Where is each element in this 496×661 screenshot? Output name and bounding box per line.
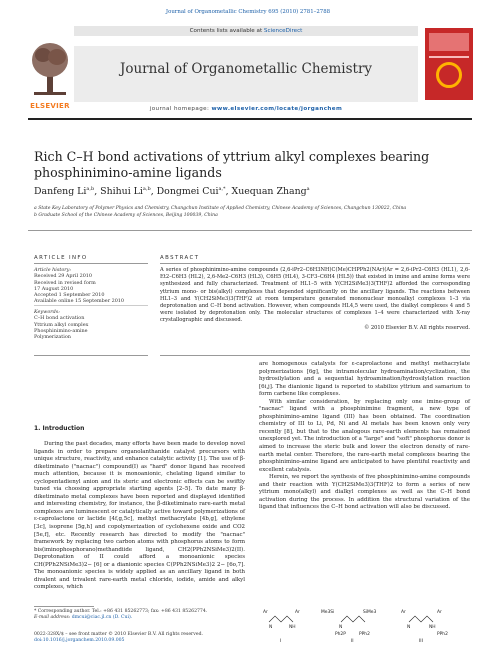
scheme-group: N bbox=[407, 625, 411, 630]
author-sup: a,* bbox=[218, 186, 226, 192]
left-column bbox=[34, 441, 245, 592]
abstract-bottom-rule bbox=[160, 355, 470, 356]
keyword: Phosphinimino-amine bbox=[34, 327, 88, 334]
abstract-body bbox=[160, 267, 470, 332]
cover-title-block bbox=[429, 33, 469, 51]
journal-title: Journal of Organometallic Chemistry bbox=[74, 46, 418, 102]
ligand-structures-scheme bbox=[259, 604, 469, 644]
right-column bbox=[259, 361, 470, 512]
history-line: Available online 15 September 2010 bbox=[34, 298, 125, 305]
abstract-text: A series of phosphinimino-amine compounds (2,6-iPr2–C6H3NH)C(Me)CHPPh2(NAr)(Ar = 2,6-iPr2–C6H3 (HL1), 2,6-Et2–C6H3 (HL2), 2,6-Me2–C6H3 (HL3), C6H5 (HL4), 3-CF3–C6H4 (HL5)) that existed in imine and amine forms were synthesized and fully characterized. Treatment of HL1–5 with Y(CH2SiMe3)3(THF)2 afforded the corresponding yttrium mono- or bis(alkyl) complexes that depended significantly on the ancillary ligands. The reactions between HL1–3 and Y(CH2SiMe3)3(THF)2 at room temperature generated mononuclear monoalkyl complexes 1–3 via deprotonation and C–H bond activation. However, when compounds HL4,5 were used, the dialkyl complexes 4 and 5 were isolated by deprotonation only. The molecular structures of complexes 1–4 were characterized with X-ray crystallographic and discussed. bbox=[160, 267, 470, 324]
sciencedirect-link[interactable]: ScienceDirect bbox=[263, 28, 303, 34]
article-history bbox=[34, 267, 152, 305]
homepage-label: journal homepage: bbox=[149, 106, 210, 112]
cover-graphic bbox=[436, 62, 462, 88]
body-paragraph: are homogenous catalysts for ε-caprolactone and methyl methacrylate polymerizations [6g], the intramolecular hydroamination/cyclization, the hydrosilylation and a sequential hydroamination/hydrosilylation reaction [6i,j]. The dianionic ligand is reported to stabilize yttrium and samarium to form carbene like complexes. bbox=[259, 361, 470, 398]
author-sup: a,b bbox=[86, 186, 95, 192]
elsevier-tree-logo bbox=[28, 38, 72, 100]
history-line: 17 August 2010 bbox=[34, 285, 74, 292]
history-line: Received in revised form bbox=[34, 279, 96, 286]
scheme-group: Me3Si bbox=[321, 610, 335, 615]
author-list: Danfeng Li$^{a,b}$, Shihui Li$^{a,b}$, Dongmei Cui$^{a,*}$, Xuequan Zhang$^a$ bbox=[34, 186, 310, 198]
scheme-group: Ar bbox=[401, 610, 406, 615]
scheme-group: PPh2 bbox=[437, 632, 448, 637]
scheme-group: N bbox=[269, 625, 273, 630]
scheme-label: I bbox=[280, 639, 282, 644]
cover-divider bbox=[429, 56, 469, 58]
author-name: Xuequan Zhang bbox=[231, 186, 307, 198]
author-name: Dongmei Cui bbox=[156, 186, 219, 198]
info-bottom-rule bbox=[34, 355, 148, 356]
info-rule bbox=[34, 263, 148, 264]
author-name: Danfeng Li bbox=[34, 186, 87, 198]
keyword: C–H bond activation bbox=[34, 315, 85, 322]
keyword: Yttrium alkyl complex bbox=[34, 321, 89, 328]
doi-line bbox=[34, 638, 254, 644]
abstract-rule bbox=[160, 263, 470, 264]
corresponding-author-note: * Corresponding author. Tel.: +86 431 85262773; fax: +86 431 85262774. bbox=[34, 609, 208, 614]
keywords bbox=[34, 309, 152, 340]
article-info-heading: ARTICLE INFO bbox=[34, 255, 88, 261]
affiliation-a: a State Key Laboratory of Polymer Physics and Chemistry, Changchun Institute of Applied Chemistry, Chinese Academy of Sciences, Changchun 130022, China bbox=[34, 206, 407, 211]
footnote-rule bbox=[34, 606, 94, 607]
journal-homepage bbox=[74, 102, 418, 116]
issn-line: 0022-328X/$ – see front matter © 2010 Elsevier B.V. All rights reserved. bbox=[34, 632, 203, 637]
body-paragraph: With similar consideration, by replacing only one imine-group of "nacnac" ligand with a phosphinimine fragment, a new type of phosphinimino-amine ligand (III) has been obtained. The coordination chemistry of III to Li, Pd, Ni and Al metals has been known only very recently [8], but that to the analogous rare-earth elements has remained unexplored yet. The introduction of a "large" and "soft" phosphorus donor is aimed to increase the steric bulk and lower the electron density of rare-earth metal center. Therefore, the rare-earth metal complexes bearing the phosphinimino-amine ligand are anticipated to have plentiful reactivity and excellent catalysis. bbox=[259, 398, 470, 473]
abstract-heading: ABSTRACT bbox=[160, 255, 200, 261]
scheme-group: NH bbox=[289, 625, 296, 630]
scheme-group: SiMe3 bbox=[363, 610, 377, 615]
affil-rule bbox=[28, 230, 472, 231]
contents-text: Contents lists available at bbox=[189, 28, 263, 34]
history-line: Accepted 1 September 2010 bbox=[34, 292, 105, 299]
body-paragraph: Herein, we report the synthesis of five phosphinimino-amine compounds and their reaction with Y(CH2SiMe3)3(THF)2 to form a series of new yttrium mono(alkyl) and dialkyl complexes as well as the C–H bond activation during the process. In addition the structural variation of the ligand that influences the C–H bond activation will also be discussed. bbox=[259, 474, 470, 511]
scheme-group: PPh2 bbox=[359, 632, 370, 637]
copyright: © 2010 Elsevier B.V. All rights reserved. bbox=[364, 324, 470, 331]
scheme-group: Ar bbox=[295, 610, 300, 615]
history-line: Received 29 April 2010 bbox=[34, 273, 93, 280]
publisher-name: ELSEVIER bbox=[30, 102, 70, 110]
scheme-group: Ar bbox=[437, 610, 442, 615]
scheme-label: II bbox=[351, 639, 354, 644]
scheme-group: Ar bbox=[263, 610, 268, 615]
keyword: Polymerization bbox=[34, 334, 71, 341]
header-rule bbox=[28, 118, 472, 120]
doi-link[interactable]: doi:10.1016/j.jorganchem.2010.09.005 bbox=[34, 638, 125, 643]
keywords-rule bbox=[34, 305, 148, 306]
affiliations bbox=[34, 205, 474, 219]
scheme-group: NH bbox=[429, 625, 436, 630]
scheme-label: III bbox=[419, 639, 423, 644]
email-label: E-mail address: bbox=[34, 615, 71, 620]
email-link[interactable]: dmcui@ciac.jl.cn (D. Cui). bbox=[71, 615, 133, 620]
article-title: Rich C–H bond activations of yttrium alkyl complexes bearing phosphinimino-amine ligands bbox=[34, 149, 430, 180]
scheme-group: N bbox=[339, 625, 343, 630]
contents-band bbox=[74, 26, 418, 36]
intro-paragraph: During the past decades, many efforts have been made to develop novel ligands in order to prepare organolanthanide catalyst precursors with unique structure, reactivity, and enhance catalytic activity [1]. The use of β-diketiminato ("nacnac") compound(I) as "hard" donor ligand has received much attention, because it is monoanionic, chelating ligand similar to cyclopentadienyl anion and its steric and electronic effects can be swiftly tuned via choosing appropriate starting agents [2–5]. To date many β-diketiminato metal complexes have been reported and displayed identified and interesting chemistry, for instance, the β-diketiminato rare-earth metal complexes are luminescent or catalytically active toward polymerizations of ε-caprolactone or lactide [4f,g,5c], methyl methacrylate [4b,g], ethylene [3c], isoprene [5g,h] and copolymerization of cyclohexene oxide and CO2 [5e,f], etc. Recently research has directed to modify the "nacnac" framework by replacing two carbon atoms with phosphorus atoms to form bis(iminophosphorano)methandiide ligand, CH2(PPh2NSiMe3)2(II). Deprotonation of II could afford a monoanionic species CH(PPh2NSiMe3)2− [6] or a dianionic species C(PPh2NSiMe3)2 2− [6o,7]. The monoanionic species is widely applied as an ancillary ligand in both divalent and trivalent rare-earth metal chloride, iodide, amide and alkyl complexes, which bbox=[34, 441, 245, 591]
journal-citation: Journal of Organometallic Chemistry 695 (2010) 2781–2788 bbox=[165, 9, 331, 15]
section-heading-introduction: 1. Introduction bbox=[34, 425, 85, 432]
email-note bbox=[34, 615, 254, 621]
author-sup: a bbox=[306, 186, 310, 192]
homepage-link[interactable]: www.elsevier.com/locate/jorganchem bbox=[211, 106, 343, 112]
author-name: Shihui Li bbox=[100, 186, 143, 198]
affiliation-b: b Graduate School of the Chinese Academy of Sciences, Beijing 100039, China bbox=[34, 213, 218, 218]
history-label: Article history: bbox=[34, 267, 72, 273]
keywords-label: Keywords: bbox=[34, 309, 60, 315]
scheme-group: Ph2P bbox=[335, 632, 346, 637]
author-sup: a,b bbox=[142, 186, 151, 192]
